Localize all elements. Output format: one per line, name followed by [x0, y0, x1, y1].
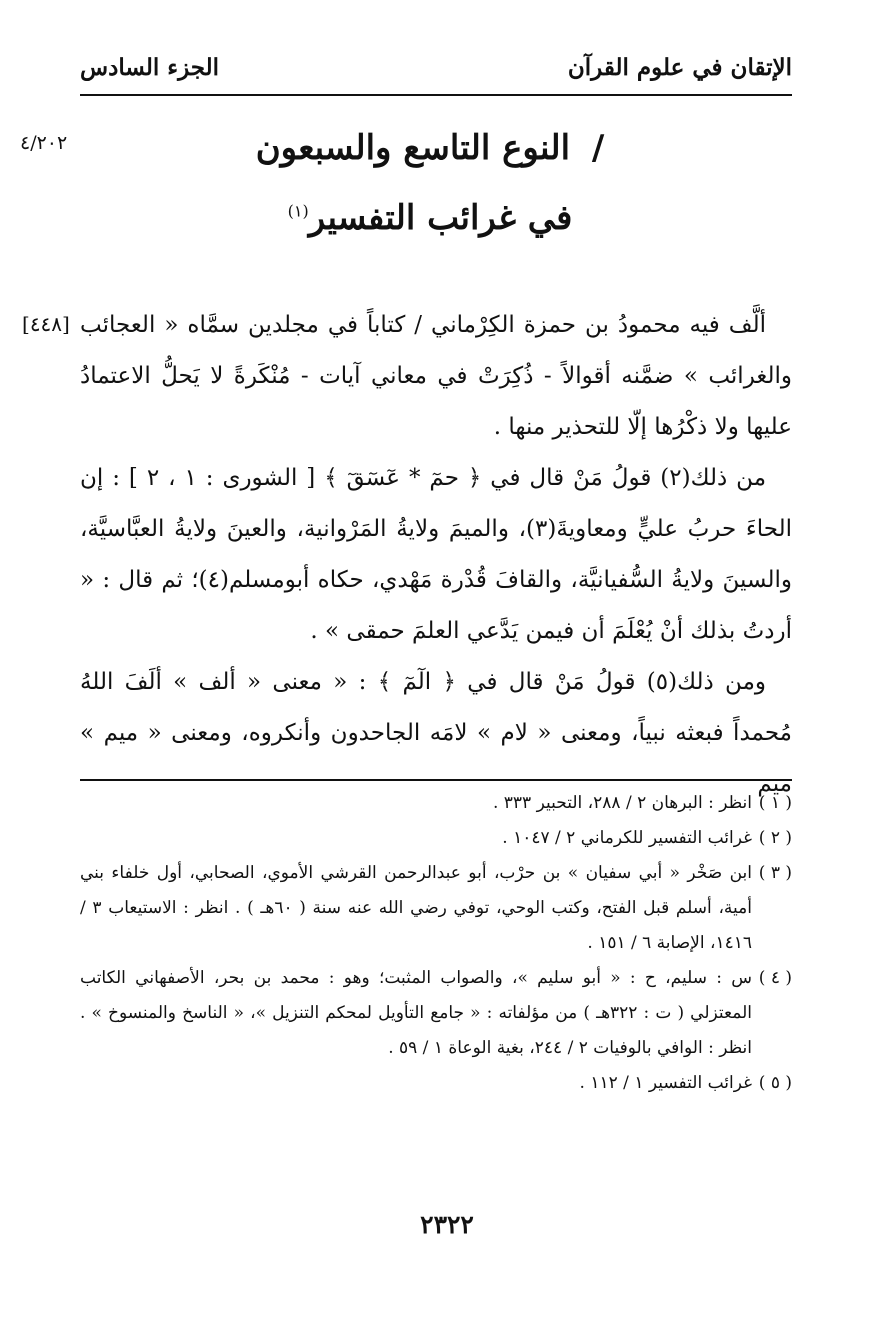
- chapter-title-line1: النوع التاسع والسبعون: [255, 128, 571, 168]
- main-text: [80, 300, 792, 810]
- footnote-text: انظر : البرهان ٢ / ٢٨٨، التحبير ٣٣٣ .: [492, 793, 752, 813]
- footnote: [80, 786, 792, 821]
- paragraph: من ذلك(٢) قولُ مَنْ قال في ﴿ حمٓ * عٓسٓقٓ ﴾ [ الشورى : ١ ، ٢ ] : إن الحاءَ حربُ عليٍّ ومعاويةَ(٣)، والميمَ ولايةُ المَرْوانية، والعينَ ولايةُ العبَّاسيَّة، والسينَ ولايةُ السُّفيانيَّة، والقافَ قُدْرة مَهْدي، حكاه أبومسلم(٤)؛ ثم قال : « أردتُ بذلك أنْ يُعْلَمَ أن فيمن يَدَّعي العلمَ حمقى » .: [80, 465, 792, 644]
- footnote-text: س : سليم، ح : « أبو سليم »، والصواب المثبت؛ وهو : محمد بن بحر، الأصفهاني الكاتب المعتزلي ( ت : ٣٢٢هـ ) من مؤلفاته : « جامع التأويل لمحكم التنزيل »، « الناسخ والمنسوخ » . انظر : الوافي بالوفيات ٢ / ٢٤٤، بغية الوعاة ١ / ٥٩ .: [80, 968, 752, 1058]
- footnote-divider: [80, 779, 792, 781]
- footnote-number: ( ٤ ): [758, 968, 792, 988]
- chapter-subtitle: [120, 198, 740, 238]
- page-break-marker: /: [591, 128, 605, 168]
- footnote-number: ( ٣ ): [758, 863, 792, 883]
- footnote: [80, 1066, 792, 1101]
- footnote-number: ( ٥ ): [758, 1073, 792, 1093]
- footnote-number: ( ١ ): [758, 793, 792, 813]
- footnote: [80, 821, 792, 856]
- manuscript-reference-side: [٤٤٨]: [22, 312, 70, 336]
- footnote-text: غرائب التفسير للكرماني ٢ / ١٠٤٧ .: [502, 828, 752, 848]
- manuscript-reference-top: ٤/٢٠٢: [20, 132, 68, 154]
- footnote: [80, 961, 792, 1066]
- book-title: الإتقان في علوم القرآن: [567, 54, 792, 81]
- footnote-number: ( ٢ ): [758, 828, 792, 848]
- chapter-title: [120, 128, 740, 168]
- footnote: [80, 856, 792, 961]
- running-header: [80, 48, 792, 96]
- footnote-text: غرائب التفسير ١ / ١١٢ .: [579, 1073, 752, 1093]
- paragraph: ومن ذلك(٥) قولُ مَنْ قال في ﴿ الٓمٓ ﴾ : « معنى « ألف » ألَفَ اللهُ مُحمداً فبعثه نبياً، ومعنى « لام » لامَه الجاحدون وأنكروه، ومعنى « ميم » ميم: [80, 669, 792, 797]
- volume-part: الجزء السادس: [80, 54, 219, 81]
- chapter-title-line2: في غرائب التفسير: [308, 198, 573, 238]
- footnote-text: ابن صَخْر « أبي سفيان » بن حرْب، أبو عبدالرحمن القرشي الأموي، الصحابي، أول خلفاء بني أمية، أسلم قبل الفتح، وكتب الوحي، توفي رضي الله عنه سنة ( ٦٠هـ ) . انظر : الاستيعاب ٣ / ١٤١٦، الإصابة ٦ / ١٥١ .: [80, 863, 753, 953]
- page-number: ٢٣٢٢: [420, 1210, 474, 1239]
- footnote-ref: (١): [287, 201, 309, 221]
- paragraph: ألَّف فيه محمودُ بن حمزة الكِرْماني / كتاباً في مجلدين سمَّاه « العجائب والغرائب » ضمَّنه أقوالاً - ذُكِرَتْ في معاني آيات - مُنْكَرةً لا يَحلُّ الاعتمادُ عليها ولا ذكْرُها إلّا للتحذير منها .: [80, 312, 792, 440]
- footnotes: [80, 786, 792, 1101]
